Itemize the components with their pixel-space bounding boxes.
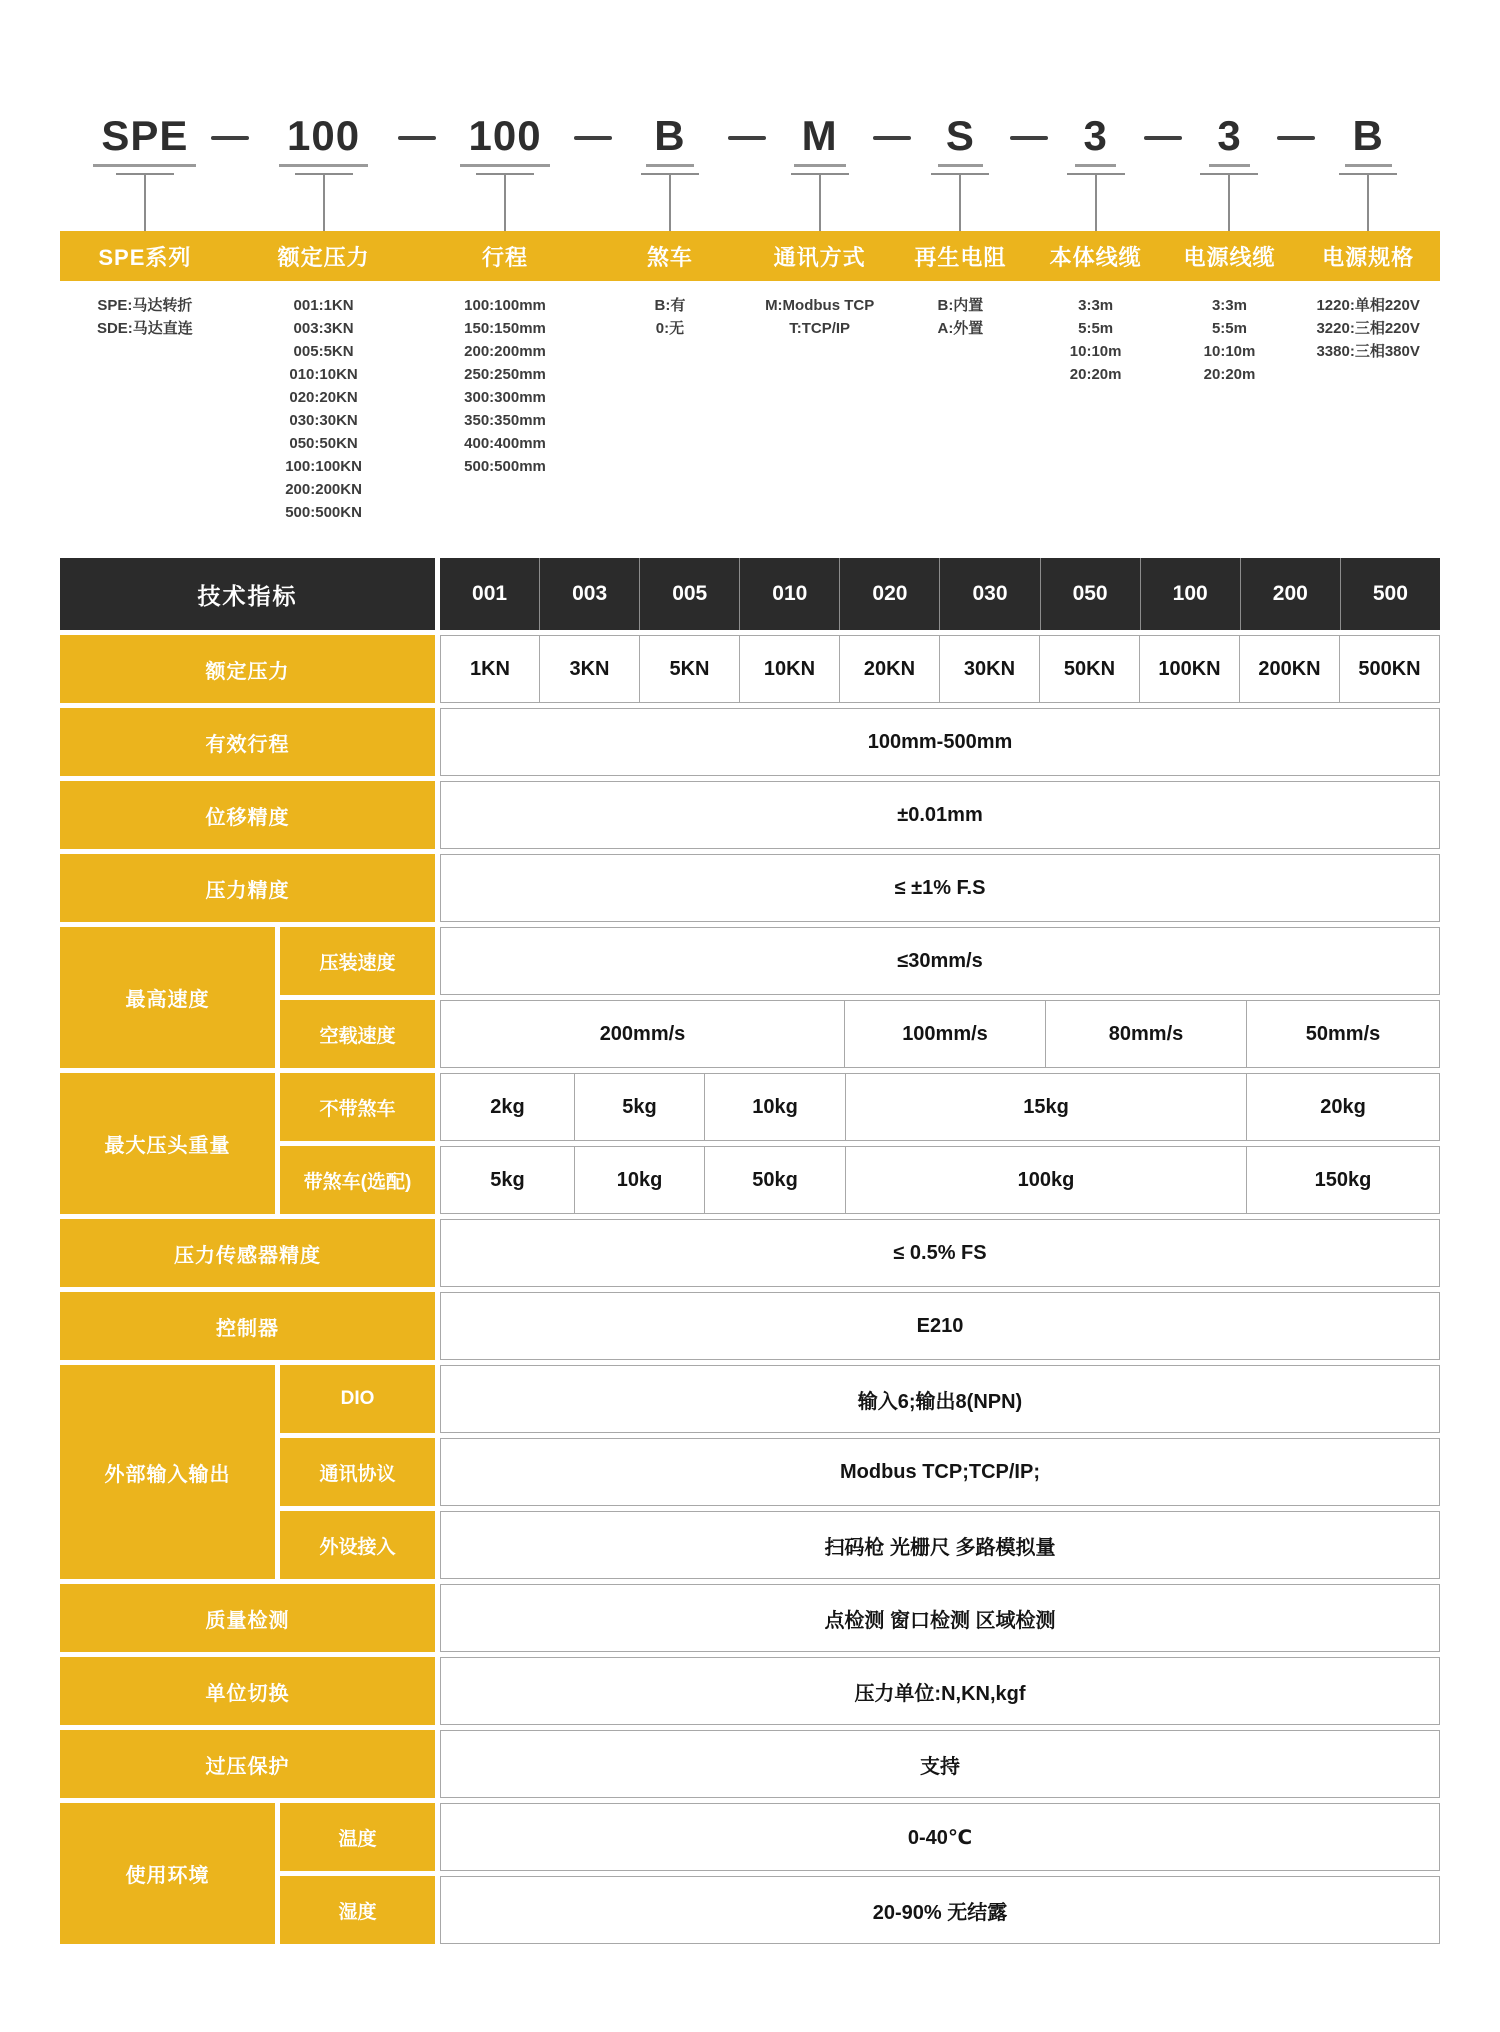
sub-label: DIO (280, 1365, 435, 1433)
table-group (60, 1365, 1440, 1579)
table-row (60, 635, 1440, 703)
table-row (280, 1511, 1440, 1579)
data-cell: 80mm/s (1046, 1000, 1247, 1068)
table-row (280, 1146, 1440, 1214)
legend-option: 5:5m (1211, 320, 1247, 337)
group-label: 最高速度 (60, 927, 275, 1068)
model-code-segment: S (938, 112, 983, 167)
table-row (280, 1803, 1440, 1871)
table-row (60, 1292, 1440, 1360)
data-cell: 50kg (705, 1146, 846, 1214)
spec-sheet (60, 0, 1440, 1944)
legend-option: 400:400mm (464, 435, 546, 452)
legend-option: B:内置 (937, 297, 984, 314)
spec-table-title: 技术指标 (60, 558, 435, 630)
legend-option: 050:50KN (289, 435, 358, 452)
model-code-segment: B (1345, 112, 1392, 167)
column-header: 005 (639, 558, 739, 630)
group-rows (280, 927, 1440, 1068)
sub-label: 不带煞车 (280, 1073, 435, 1141)
legend-band-label: 通讯方式 (773, 244, 866, 270)
legend-option-column (417, 294, 592, 546)
data-area (440, 708, 1440, 776)
legend-option-column (892, 294, 1029, 546)
legend-option: 20:20m (1069, 366, 1122, 383)
table-row (280, 927, 1440, 995)
table-row (280, 1365, 1440, 1433)
legend-option: 10:10m (1203, 343, 1256, 360)
model-segment-col (593, 112, 748, 231)
legend-option: 350:350mm (464, 412, 546, 429)
sub-label: 湿度 (280, 1876, 435, 1944)
row-label: 额定压力 (60, 635, 435, 703)
legend-option-column (1163, 294, 1297, 546)
data-area (440, 1803, 1440, 1871)
column-header: 500 (1340, 558, 1440, 630)
data-cell: 扫码枪 光栅尺 多路模拟量 (440, 1511, 1440, 1579)
column-header: 003 (539, 558, 639, 630)
legend-option: A:外置 (937, 320, 984, 337)
row-label: 压力精度 (60, 854, 435, 922)
group-rows (280, 1803, 1440, 1944)
data-cell: 20kg (1247, 1073, 1440, 1141)
row-label: 质量检测 (60, 1584, 435, 1652)
table-row (60, 1657, 1440, 1725)
model-code-segment: 3 (1209, 112, 1249, 167)
column-header: 100 (1140, 558, 1240, 630)
model-segment-col (892, 112, 1029, 231)
legend-option-column (593, 294, 748, 546)
data-area (440, 635, 1440, 703)
data-cell: 30KN (940, 635, 1040, 703)
model-segment-col (60, 112, 230, 231)
data-cell: 5kg (575, 1073, 705, 1141)
data-cell: 10kg (705, 1073, 846, 1141)
data-cell: 100KN (1140, 635, 1240, 703)
table-row (60, 1584, 1440, 1652)
legend-option: 100:100mm (464, 297, 546, 314)
data-cell: 2kg (440, 1073, 575, 1141)
connector-stem (323, 175, 325, 231)
data-cell: 支持 (440, 1730, 1440, 1798)
legend-band-label: 额定压力 (277, 244, 370, 270)
model-segment-col (1029, 112, 1163, 231)
legend-option: 500:500KN (285, 504, 362, 521)
data-cell: 压力单位:N,KN,kgf (440, 1657, 1440, 1725)
data-area (440, 1073, 1440, 1141)
sub-label: 空载速度 (280, 1000, 435, 1068)
model-code-segment: 100 (460, 112, 549, 167)
legend-band-label: 再生电阻 (914, 244, 1007, 270)
legend-option: 001:1KN (293, 297, 354, 314)
data-cell: E210 (440, 1292, 1440, 1360)
data-area (440, 1292, 1440, 1360)
model-segment-col (230, 112, 418, 231)
model-segment-col (1296, 112, 1440, 231)
model-code-legend (60, 112, 1440, 546)
data-area (440, 1730, 1440, 1798)
group-rows (280, 1365, 1440, 1579)
data-cell: 20-90% 无结露 (440, 1876, 1440, 1944)
row-label: 位移精度 (60, 781, 435, 849)
data-cell: 10KN (740, 635, 840, 703)
legend-option: 3220:三相220V (1316, 320, 1420, 337)
model-code-segment: 3 (1075, 112, 1115, 167)
connector-stem (959, 175, 961, 231)
legend-option: 3:3m (1078, 297, 1114, 314)
data-area (440, 1219, 1440, 1287)
group-label: 最大压头重量 (60, 1073, 275, 1214)
connector-stem (504, 175, 506, 231)
connector-stem (669, 175, 671, 231)
model-code-segment: 100 (279, 112, 368, 167)
data-cell: ≤ ±1% F.S (440, 854, 1440, 922)
legend-option-column (60, 294, 230, 546)
data-cell: 150kg (1247, 1146, 1440, 1214)
legend-option: 20:20m (1203, 366, 1256, 383)
data-cell: 200KN (1240, 635, 1340, 703)
legend-option: 0:无 (655, 320, 685, 337)
data-cell: 200mm/s (440, 1000, 845, 1068)
data-area (440, 1584, 1440, 1652)
data-area (440, 1146, 1440, 1214)
data-area (440, 927, 1440, 995)
model-code-segment: M (794, 112, 846, 167)
table-row (280, 1073, 1440, 1141)
data-cell: 500KN (1340, 635, 1440, 703)
connector-stem (1095, 175, 1097, 231)
data-cell: 3KN (540, 635, 640, 703)
sub-label: 压装速度 (280, 927, 435, 995)
spec-table-body (60, 635, 1440, 1944)
row-label: 压力传感器精度 (60, 1219, 435, 1287)
connector-stem (1367, 175, 1369, 231)
data-cell: 100mm/s (845, 1000, 1046, 1068)
data-cell: ≤30mm/s (440, 927, 1440, 995)
legend-band-label: 煞车 (646, 244, 693, 270)
model-code-row (60, 112, 1440, 231)
data-cell: 50KN (1040, 635, 1140, 703)
legend-option: B:有 (654, 297, 686, 314)
table-group (60, 1073, 1440, 1214)
sub-label: 带煞车(选配) (280, 1146, 435, 1214)
connector-stem (144, 175, 146, 231)
table-group (60, 1803, 1440, 1944)
row-label: 控制器 (60, 1292, 435, 1360)
table-group (60, 927, 1440, 1068)
model-segment-col (417, 112, 592, 231)
table-row (60, 781, 1440, 849)
sub-label: 通讯协议 (280, 1438, 435, 1506)
data-cell: 5KN (640, 635, 740, 703)
legend-option-column (1296, 294, 1440, 546)
data-area (440, 1657, 1440, 1725)
legend-band-label: 行程 (482, 244, 529, 270)
column-header: 030 (939, 558, 1039, 630)
data-cell: 20KN (840, 635, 940, 703)
data-cell: Modbus TCP;TCP/IP; (440, 1438, 1440, 1506)
legend-option: M:Modbus TCP (765, 297, 875, 314)
table-row (280, 1438, 1440, 1506)
model-code-segment: SPE (93, 112, 196, 167)
column-header: 050 (1040, 558, 1140, 630)
data-cell: 0-40℃ (440, 1803, 1440, 1871)
legend-option: 010:10KN (289, 366, 358, 383)
legend-options (60, 294, 1440, 546)
data-cell: ±0.01mm (440, 781, 1440, 849)
legend-option: 3:3m (1211, 297, 1247, 314)
data-area (440, 1438, 1440, 1506)
connector-stem (1228, 175, 1230, 231)
model-segment-col (747, 112, 892, 231)
legend-option-column (230, 294, 418, 546)
spec-table-columns (440, 558, 1440, 630)
table-row (280, 1000, 1440, 1068)
table-row (280, 1876, 1440, 1944)
data-cell: ≤ 0.5% FS (440, 1219, 1440, 1287)
legend-option: 020:20KN (289, 389, 358, 406)
group-rows (280, 1073, 1440, 1214)
legend-option: 500:500mm (464, 458, 546, 475)
legend-option: 200:200KN (285, 481, 362, 498)
legend-option: T:TCP/IP (789, 320, 851, 337)
model-code-segment: B (646, 112, 693, 167)
column-header: 001 (472, 582, 508, 605)
legend-option: 10:10m (1069, 343, 1122, 360)
data-cell: 15kg (846, 1073, 1247, 1141)
connector-stem (819, 175, 821, 231)
legend-option: 005:5KN (293, 343, 354, 360)
column-header: 200 (1240, 558, 1340, 630)
legend-option: 100:100KN (285, 458, 362, 475)
legend-option: 1220:单相220V (1316, 297, 1420, 314)
table-row (60, 708, 1440, 776)
spec-table-header (60, 558, 1440, 630)
legend-option: SPE:马达转折 (97, 297, 193, 314)
legend-option: 200:200mm (464, 343, 546, 360)
legend-band-label: 本体线缆 (1049, 244, 1142, 270)
data-cell: 点检测 窗口检测 区域检测 (440, 1584, 1440, 1652)
legend-band (60, 231, 1440, 281)
legend-option-column (1029, 294, 1163, 546)
legend-option: 250:250mm (464, 366, 546, 383)
sub-label: 温度 (280, 1803, 435, 1871)
spec-table (60, 558, 1440, 1944)
data-area (440, 854, 1440, 922)
table-row (60, 854, 1440, 922)
data-cell: 1KN (440, 635, 540, 703)
data-cell: 100kg (846, 1146, 1247, 1214)
legend-option: 300:300mm (464, 389, 546, 406)
legend-option-column (747, 294, 892, 546)
legend-band-label: SPE系列 (98, 244, 192, 270)
legend-option: 030:30KN (289, 412, 358, 429)
data-cell: 50mm/s (1247, 1000, 1440, 1068)
table-row (60, 1730, 1440, 1798)
model-segment-col (1163, 112, 1297, 231)
data-area (440, 1000, 1440, 1068)
data-area (440, 781, 1440, 849)
row-label: 过压保护 (60, 1730, 435, 1798)
row-label: 有效行程 (60, 708, 435, 776)
data-cell: 10kg (575, 1146, 705, 1214)
row-label: 单位切换 (60, 1657, 435, 1725)
data-area (440, 1365, 1440, 1433)
group-label: 使用环境 (60, 1803, 275, 1944)
legend-option: 150:150mm (464, 320, 546, 337)
data-cell: 输入6;输出8(NPN) (440, 1365, 1440, 1433)
legend-band-label: 电源线缆 (1183, 244, 1276, 270)
legend-option: 3380:三相380V (1316, 343, 1420, 360)
data-area (440, 1876, 1440, 1944)
legend-option: 5:5m (1078, 320, 1114, 337)
column-header: 010 (739, 558, 839, 630)
legend-band-label: 电源规格 (1322, 244, 1415, 270)
data-cell: 100mm-500mm (440, 708, 1440, 776)
legend-option: SDE:马达直连 (96, 320, 193, 337)
sub-label: 外设接入 (280, 1511, 435, 1579)
table-row (60, 1219, 1440, 1287)
legend-option: 003:3KN (293, 320, 354, 337)
column-header: 020 (839, 558, 939, 630)
group-label: 外部输入输出 (60, 1365, 275, 1579)
data-cell: 5kg (440, 1146, 575, 1214)
data-area (440, 1511, 1440, 1579)
